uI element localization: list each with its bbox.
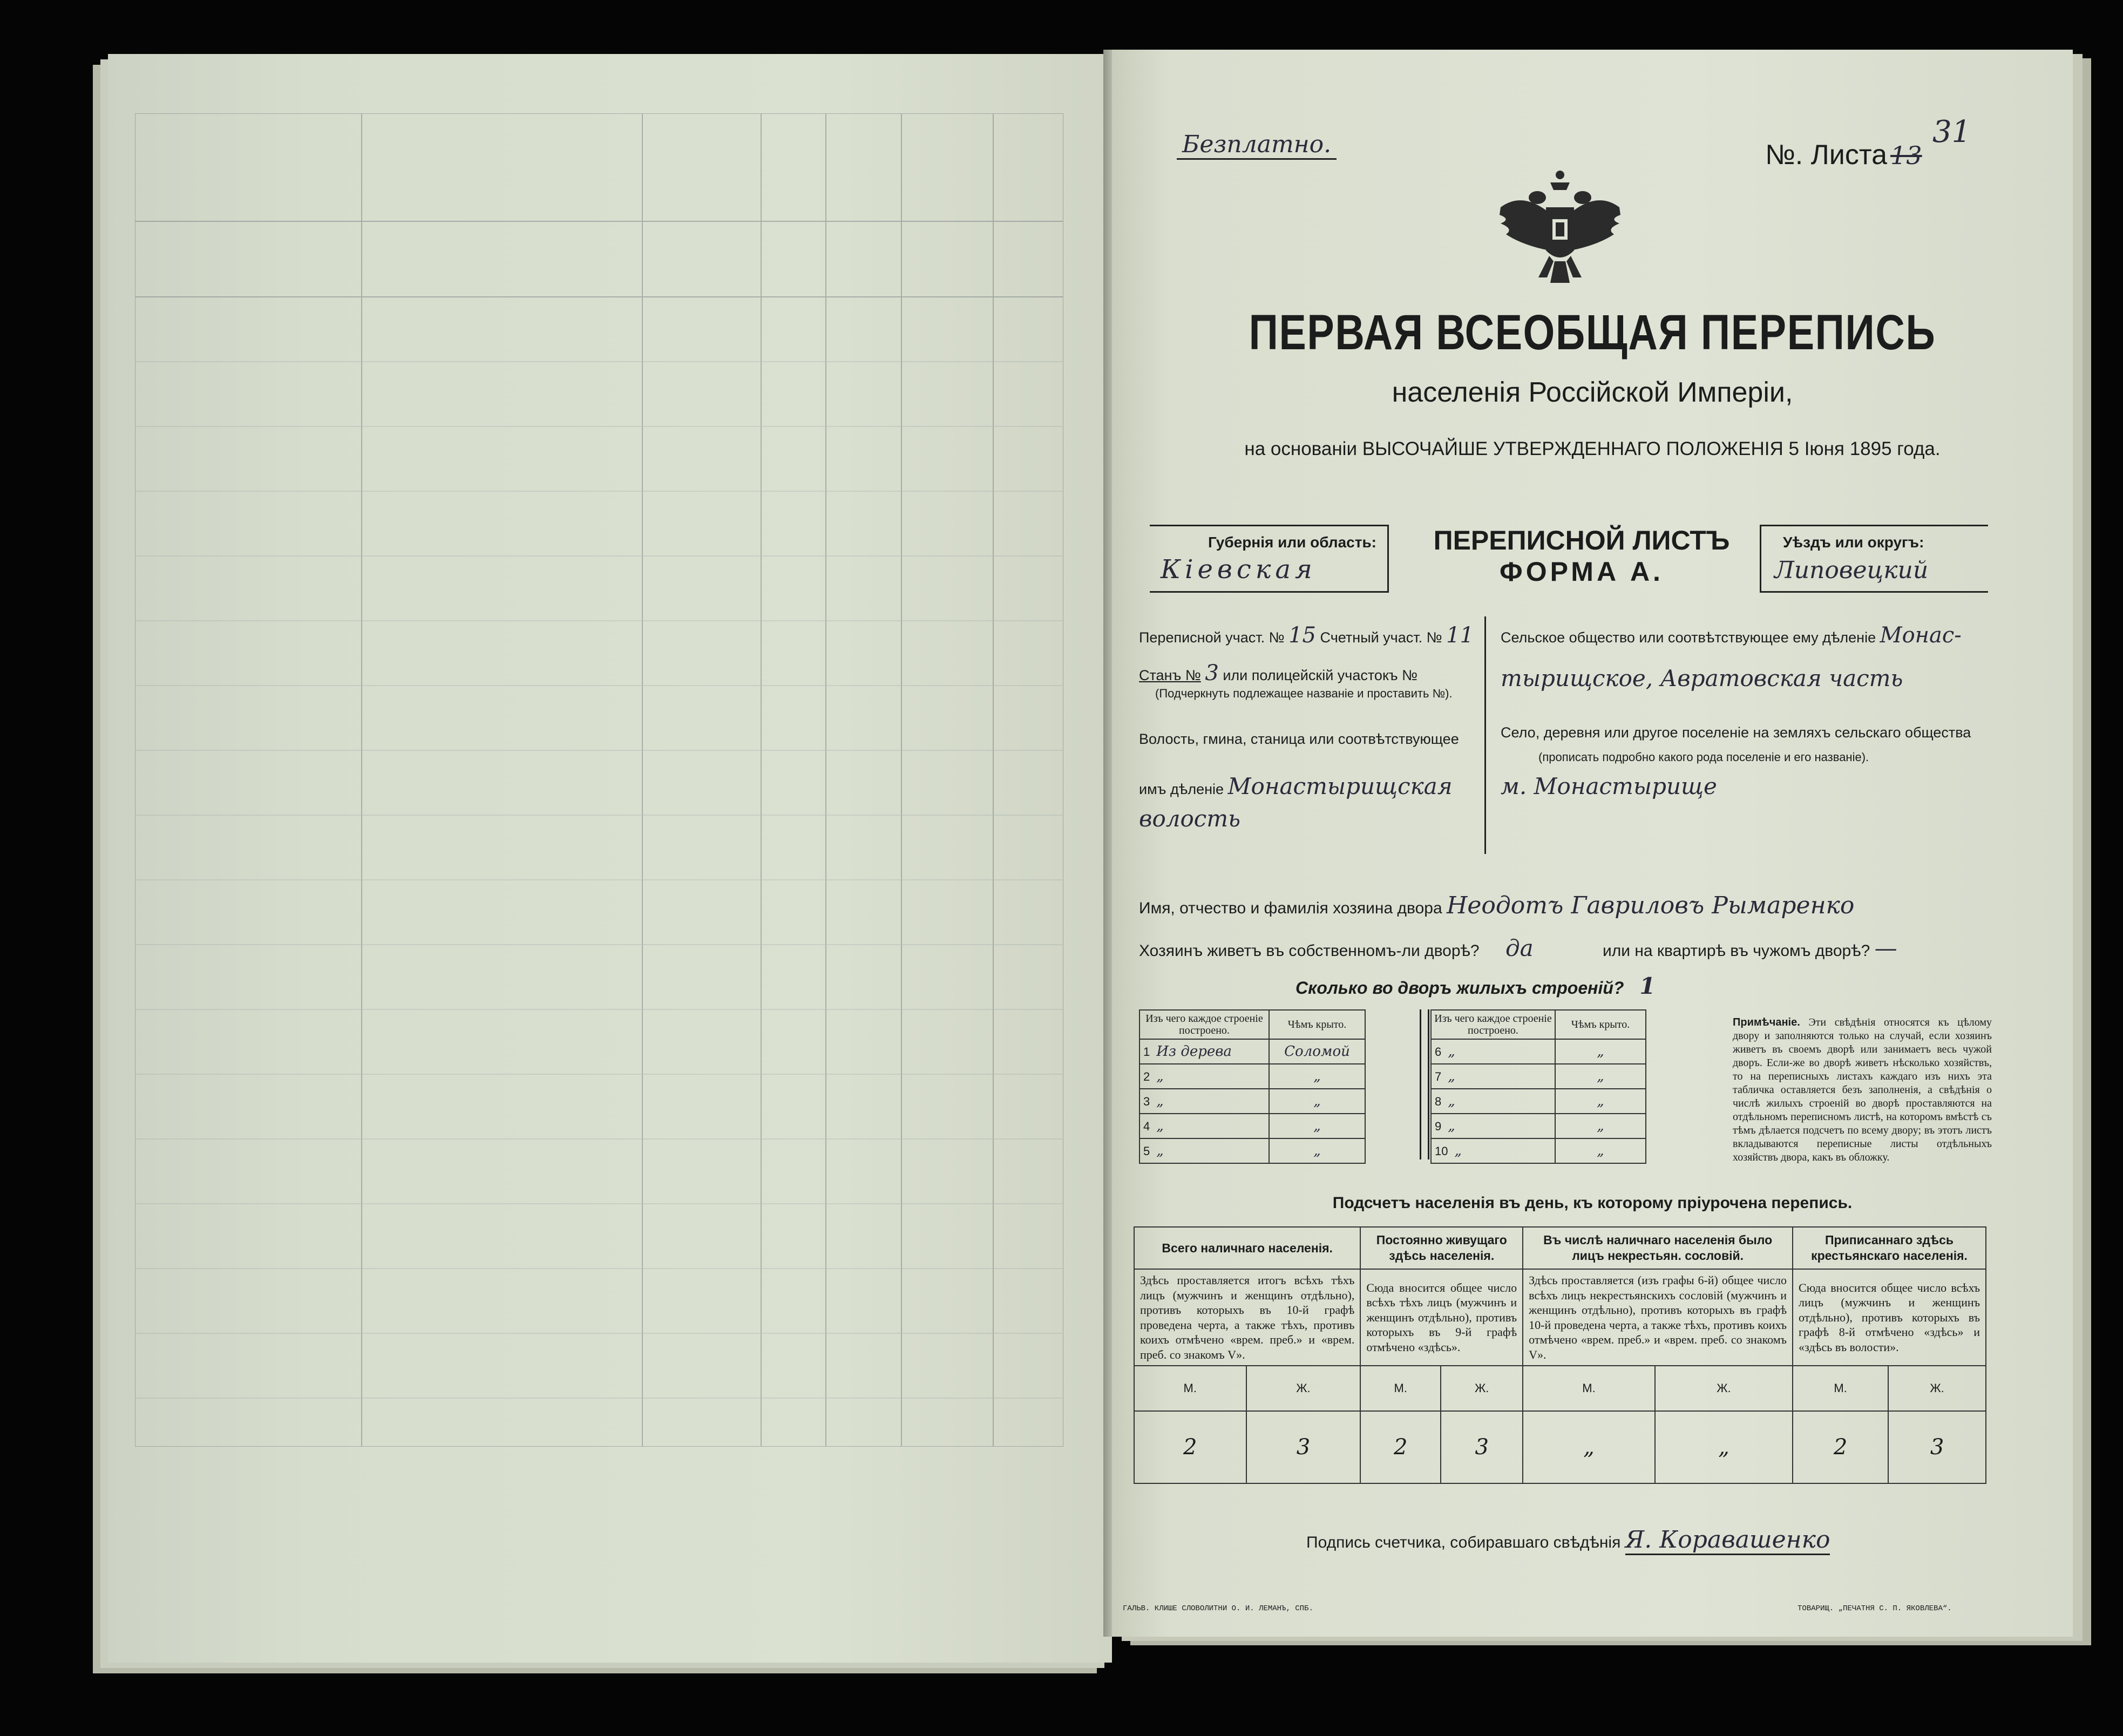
building-roof-value: „ <box>1555 1039 1646 1064</box>
building-row <box>1139 1138 1365 1163</box>
building-roof-value: „ <box>1269 1064 1365 1089</box>
count-column-description: Здѣсь проставляется итогъ всѣхъ тѣхъ лицъ (мужчинъ и женщинъ отдѣльно), противъ которыхъ въ 10-й графѣ проведена черта, а также тѣхъ, противъ коихъ отмѣчено «врем. преб.» и «врем. преб. со знакомъ V». <box>1134 1269 1360 1366</box>
col-material-header: Изъ чего каждое строеніе построено. <box>1139 1010 1269 1039</box>
building-material-value: „ <box>1448 1043 1455 1060</box>
building-material-value: „ <box>1448 1093 1455 1109</box>
perep-uchast-label: Переписной участ. № <box>1139 629 1285 646</box>
building-roof-value: „ <box>1269 1089 1365 1114</box>
building-material-value: „ <box>1448 1068 1455 1084</box>
building-row-number: 10 <box>1435 1144 1448 1158</box>
building-material-value: „ <box>1156 1143 1164 1159</box>
note-block <box>1733 1016 1992 1164</box>
gubernia-value: Кіевская <box>1161 554 1317 585</box>
census-subtitle: населенія Россійской Имперіи, <box>1392 377 1793 408</box>
building-material-cell <box>1431 1089 1555 1114</box>
uezd-label: Уѣздъ или округъ: <box>1783 534 1924 551</box>
volost-value-2: волость <box>1139 805 1240 832</box>
stan-note: (Подчеркнуть подлежащее названіе и проставить №). <box>1155 687 1453 700</box>
note-heading: Примѣчаніе. <box>1733 1016 1800 1028</box>
building-material-cell <box>1431 1114 1555 1138</box>
building-row-number: 9 <box>1435 1120 1442 1133</box>
buildings-table-left <box>1139 1009 1366 1164</box>
schetn-label: Счетный участ. № <box>1320 629 1442 646</box>
building-material-cell <box>1139 1064 1269 1089</box>
volost-value-1: Монастырищская <box>1227 773 1453 799</box>
signature-value: Я. Коравашенко <box>1625 1526 1830 1555</box>
count-column-description: Здѣсь проставляется (изъ графы 6-й) общее число всѣхъ лицъ некрестьянскихъ сословій (мужчинъ и женщинъ отдѣльно), противъ которыхъ въ графѣ 10-й проведена черта, а также тѣхъ, противъ коихъ отмѣчено «врем. преб.» и «врем. преб. со знакомъ V». <box>1523 1269 1793 1366</box>
signature-label: Подпись счетчика, собиравшаго свѣдѣнія <box>1306 1534 1621 1551</box>
male-header: М. <box>1134 1366 1246 1411</box>
own-yard-label: Хозяинъ живетъ въ собственномъ-ли дворѣ? <box>1139 942 1480 960</box>
building-row <box>1139 1089 1365 1114</box>
male-count-value: „ <box>1523 1411 1655 1483</box>
uezd-box <box>1760 525 1988 593</box>
uezd-value: Липовецкий <box>1774 557 1929 584</box>
sheet-number-label <box>1765 139 1922 171</box>
building-material-value: „ <box>1156 1118 1164 1134</box>
note-text: Эти свѣдѣнія относятся къ цѣлому двору и заполняются только на случай, если хозяинъ живетъ въ своемъ дворѣ или занимаетъ весь чужой дворъ. Если-же во дворѣ живетъ нѣсколько хозяйствъ, то на переписныхъ листахъ каждаго изъ нихъ эта табличка оставляется безъ заполненія, а свѣдѣнія о числѣ жилыхъ строеній во дворѣ проставляются на отдѣльномъ переписномъ листѣ, на которомъ вмѣстѣ съ тѣмъ дѣлается подсчетъ по всему двору; въ этотъ листъ вкладываются переписные листы отдѣльныхъ хозяйствъ двора, какъ въ обложку. <box>1733 1016 1992 1163</box>
stan-label: Станъ № <box>1139 667 1201 683</box>
selskoe-value-2: тырищское, Авратовская часть <box>1501 665 1903 691</box>
col-material-header-right: Изъ чего каждое строеніе построено. <box>1431 1010 1555 1039</box>
perep-uchast-value: 15 <box>1288 623 1317 648</box>
volost-label-1: Волость, гмина, станица или соотвѣтствующее <box>1139 731 1459 747</box>
building-row <box>1431 1039 1646 1064</box>
col-roof-header: Чѣмъ крыто. <box>1269 1010 1365 1039</box>
buildings-rows-left <box>1139 1039 1365 1163</box>
rent-label: или на квартирѣ въ чужомъ дворѣ? <box>1602 942 1870 960</box>
male-header: М. <box>1523 1366 1655 1411</box>
building-row <box>1431 1138 1646 1163</box>
building-row-number: 7 <box>1435 1070 1442 1083</box>
buildings-label: Сколько во дворъ жилыхъ строеній? <box>1295 978 1624 998</box>
free-label: Безплатно. <box>1177 131 1337 160</box>
female-header: Ж. <box>1655 1366 1793 1411</box>
building-material-cell <box>1431 1039 1555 1064</box>
building-row <box>1139 1064 1365 1089</box>
sheet-number-value: 13 <box>1890 141 1922 170</box>
female-count-value: „ <box>1655 1411 1793 1483</box>
rent-value: — <box>1874 935 1897 961</box>
perep-uchast-field <box>1139 623 1474 648</box>
building-roof-value: „ <box>1555 1138 1646 1163</box>
stan-value: 3 <box>1205 661 1219 686</box>
census-title: ПЕРВАЯ ВСЕОБЩАЯ ПЕРЕПИСЬ <box>1249 305 1936 360</box>
buildings-table-divider <box>1420 1009 1429 1159</box>
volost-field <box>1139 773 1453 799</box>
buildings-value: 1 <box>1639 973 1656 999</box>
building-row <box>1431 1114 1646 1138</box>
building-material-cell <box>1139 1039 1269 1064</box>
building-row-number: 5 <box>1143 1144 1150 1158</box>
building-roof-value: „ <box>1269 1138 1365 1163</box>
count-column-header: Всего наличнаго населенія. <box>1134 1227 1360 1269</box>
count-title: Подсчетъ населенія въ день, къ которому пріурочена перепись. <box>1332 1194 1853 1212</box>
male-header: М. <box>1360 1366 1441 1411</box>
female-count-value: 3 <box>1888 1411 1986 1483</box>
female-header: Ж. <box>1246 1366 1361 1411</box>
count-column-header: Приписаннаго здѣсь крестьянскаго населенія. <box>1793 1227 1986 1269</box>
faded-grid-background <box>135 113 1063 1447</box>
building-row <box>1431 1064 1646 1089</box>
selskoe-field <box>1501 623 1962 648</box>
building-roof-value: „ <box>1269 1114 1365 1138</box>
census-form-page <box>1112 50 2073 1637</box>
building-roof-value: „ <box>1555 1114 1646 1138</box>
building-row <box>1431 1089 1646 1114</box>
census-basis: на основаніи ВЫСОЧАЙШЕ УТВЕРЖДЕННАГО ПОЛОЖЕНІЯ 5 Іюня 1895 года. <box>1244 438 1941 459</box>
building-material-cell <box>1431 1138 1555 1163</box>
building-material-cell <box>1139 1114 1269 1138</box>
sheet-number-label-text: №. Листа <box>1765 139 1888 171</box>
male-header: М. <box>1793 1366 1888 1411</box>
female-count-value: 3 <box>1246 1411 1361 1483</box>
schetn-value: 11 <box>1446 623 1474 648</box>
building-material-value: „ <box>1454 1143 1462 1159</box>
buildings-rows-right <box>1431 1039 1646 1163</box>
building-row-number: 2 <box>1143 1070 1150 1083</box>
female-count-value: 3 <box>1441 1411 1523 1483</box>
selo-note: (прописать подробно какого рода поселеніе и его названіе). <box>1538 750 1869 764</box>
building-material-cell <box>1431 1064 1555 1089</box>
male-count-value: 2 <box>1793 1411 1888 1483</box>
stan-field <box>1139 661 1417 686</box>
signature-field <box>1306 1526 1830 1554</box>
form-letter: ФОРМА А. <box>1500 557 1664 587</box>
male-count-value: 2 <box>1360 1411 1441 1483</box>
building-row-number: 8 <box>1435 1095 1442 1108</box>
building-row-number: 4 <box>1143 1120 1150 1133</box>
page-number: 31 <box>1932 114 1971 150</box>
selskoe-value-1: Монас- <box>1880 623 1962 648</box>
male-count-value: 2 <box>1134 1411 1246 1483</box>
female-header: Ж. <box>1441 1366 1523 1411</box>
owner-label: Имя, отчество и фамилія хозяина двора <box>1139 899 1442 917</box>
footer-left: ГАЛЬВ. КЛИШЕ СЛОВОЛИТНИ О. И. ЛЕМАНЪ, СПБ. <box>1123 1604 1313 1613</box>
building-material-value: „ <box>1156 1068 1164 1084</box>
count-column-description: Сюда вносится общее число всѣхъ лицъ (мужчинъ и женщинъ отдѣльно), противъ которыхъ въ графѣ 8-й отмѣчено «здѣсь» и «здѣсь въ волости». <box>1793 1269 1986 1366</box>
buildings-table-right <box>1430 1009 1646 1164</box>
count-column-header: Въ числѣ наличнаго населенія было лицъ некрестьян. сословій. <box>1523 1227 1793 1269</box>
count-column-description: Сюда вносится общее число всѣхъ тѣхъ лицъ (мужчинъ и женщинъ отдѣльно), противъ которыхъ въ 9-й графѣ отмѣчено «здѣсь». <box>1360 1269 1523 1366</box>
building-row <box>1139 1114 1365 1138</box>
building-roof-value: „ <box>1555 1064 1646 1089</box>
building-material-value: „ <box>1448 1118 1455 1134</box>
owner-field <box>1139 892 1854 919</box>
female-header: Ж. <box>1888 1366 1986 1411</box>
selskoe-label: Сельское общество или соотвѣтствующее ему дѣленіе <box>1501 629 1876 646</box>
building-material-value: Из дерева <box>1156 1043 1232 1060</box>
selo-value: м. Монастырище <box>1501 773 1717 799</box>
buildings-count-field <box>1295 973 1656 999</box>
gubernia-label: Губернія или область: <box>1208 534 1376 551</box>
building-row-number: 6 <box>1435 1045 1442 1059</box>
building-material-cell <box>1139 1089 1269 1114</box>
form-name: ПЕРЕПИСНОЙ ЛИСТЪ <box>1433 525 1730 555</box>
population-count-table <box>1134 1226 1986 1484</box>
building-material-cell <box>1139 1138 1269 1163</box>
imperial-eagle-emblem <box>1490 169 1630 288</box>
col-roof-header-right: Чѣмъ крыто. <box>1555 1010 1646 1039</box>
count-column-header: Постоянно живущаго здѣсь населенія. <box>1360 1227 1523 1269</box>
volost-label-2: имъ дѣленіе <box>1139 781 1224 797</box>
stan-rest-label: или полицейскій участокъ № <box>1223 667 1418 683</box>
building-roof-value: „ <box>1555 1089 1646 1114</box>
owner-value: Неодотъ Гавриловъ Рымаренко <box>1447 892 1855 919</box>
selo-label: Село, деревня или другое поселеніе на земляхъ сельскаго общества <box>1501 724 1971 741</box>
residence-field <box>1139 935 1897 961</box>
building-material-value: „ <box>1156 1093 1164 1109</box>
footer-right: ТОВАРИЩ. „ПЕЧАТНЯ С. П. ЯКОВЛЕВА“. <box>1798 1604 1952 1613</box>
building-row <box>1139 1039 1365 1064</box>
form-title-block <box>1393 525 1771 587</box>
field-column-divider <box>1484 616 1486 854</box>
building-roof-value: Соломой <box>1269 1039 1365 1064</box>
gubernia-box <box>1150 525 1389 593</box>
own-yard-value: да <box>1505 935 1534 961</box>
building-row-number: 1 <box>1143 1045 1150 1059</box>
building-row-number: 3 <box>1143 1095 1150 1108</box>
